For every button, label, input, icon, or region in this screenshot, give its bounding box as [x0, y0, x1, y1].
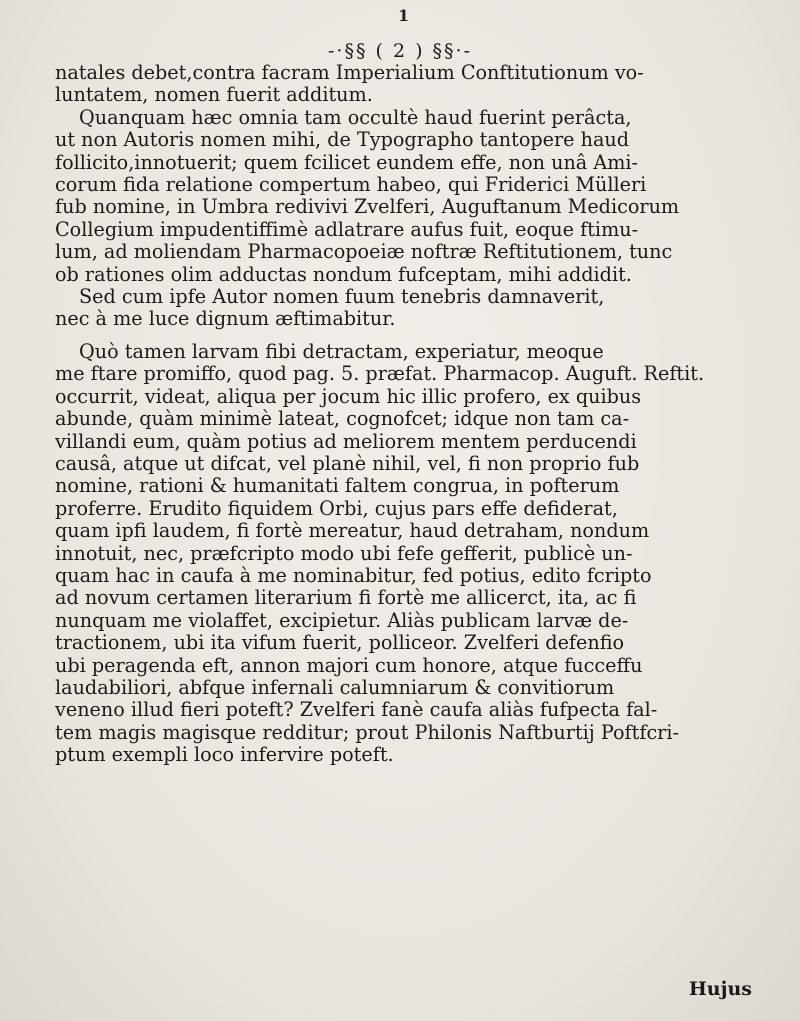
text-line: causâ, atque ut difcat, vel planè nihil, vel, fi non proprio fub	[55, 452, 640, 475]
text-line: quam hac in caufa à me nominabitur, fed potius, edito fcripto	[55, 564, 652, 587]
text-line: Collegium impudentiffimè adlatrare aufus fuit, eoque ftimu-	[55, 218, 639, 241]
text-line: Sed cum ipfe Autor nomen fuum tenebris damnaverit,	[79, 286, 605, 309]
text-line: proferre. Erudito fiquidem Orbi, cujus pars effe defiderat,	[55, 497, 618, 520]
text-line: nec à me luce dignum æftimabitur.	[55, 308, 396, 331]
page-corner-mark: 1	[398, 6, 410, 25]
text-line: nunquam me violaffet, excipietur. Aliàs publicam larvæ de-	[55, 609, 629, 632]
text-line: natales debet,contra facram Imperialium Conftitutionum vo-	[55, 62, 644, 84]
text-line: tractionem, ubi ita vifum fuerit, polliceor. Zvelferi defenfio	[55, 632, 625, 655]
text-line: follicito,innotuerit; quem fcilicet eundem effe, non unâ Ami-	[55, 151, 639, 174]
text-line: occurrit, videat, aliqua per jocum hic illic profero, ex quibus	[55, 385, 642, 408]
text-line: me ftare promiffo, quod pag. 5. præfat. Pharmacop. Auguft. Reftit.	[55, 363, 705, 386]
text-line: nomine, rationi & humanitati faltem congrua, in pofterum	[55, 475, 620, 498]
text-line: veneno illud fieri poteft? Zvelferi fanè caufa aliàs fufpecta fal-	[55, 699, 658, 722]
text-line: fub nomine, in Umbra redivivi Zvelferi, Auguftanum Medicorum	[55, 196, 680, 219]
text-line: Quanquam hæc omnia tam occultè haud fuerint perâcta,	[79, 106, 632, 129]
text-line: ptum exempli loco infervire poteft.	[55, 744, 394, 767]
text-line: tem magis magisque redditur; prout Philonis Naftburtij Poftfcri-	[55, 721, 679, 744]
text-line: ob rationes olim adductas nondum fufceptam, mihi addidit.	[55, 263, 632, 286]
text-line: ubi peragenda eft, annon majori cum honore, atque fucceffu	[55, 654, 643, 677]
paragraph-2	[55, 107, 770, 331]
text-line: lum, ad moliendam Pharmacopoeiæ noftræ Reftitutionem, tunc	[55, 241, 673, 264]
text-line: innotuit, nec, præfcripto modo ubi fefe gefferit, publicè un-	[55, 542, 633, 565]
paragraph-1	[55, 62, 770, 107]
text-line: abunde, quàm minimè lateat, cognofcet; idque non tam ca-	[55, 408, 630, 431]
text-line: ad novum certamen literarium fi fortè me allicerct, ita, ac fi	[55, 587, 637, 610]
body-text	[55, 62, 770, 767]
text-line: Quò tamen larvam fibi detractam, experiatur, meoque	[79, 340, 604, 363]
text-line: ut non Autoris nomen mihi, de Typographo tantopere haud	[55, 129, 630, 152]
catchword: Hujus	[688, 978, 752, 1000]
text-line: villandi eum, quàm potius ad meliorem mentem perducendi	[55, 430, 637, 453]
text-line: luntatem, nomen fuerit additum.	[55, 84, 373, 107]
paragraph-3	[55, 341, 770, 767]
text-line: corum fida relatione compertum habeo, qui Friderici Mülleri	[55, 174, 647, 197]
text-line: quam ipfi laudem, fi fortè mereatur, haud detraham, nondum	[55, 520, 650, 543]
page-header: -·§§ ( 2 ) §§·-	[328, 40, 472, 62]
text-line: laudabiliori, abfque infernali calumniarum & convitiorum	[55, 676, 615, 699]
